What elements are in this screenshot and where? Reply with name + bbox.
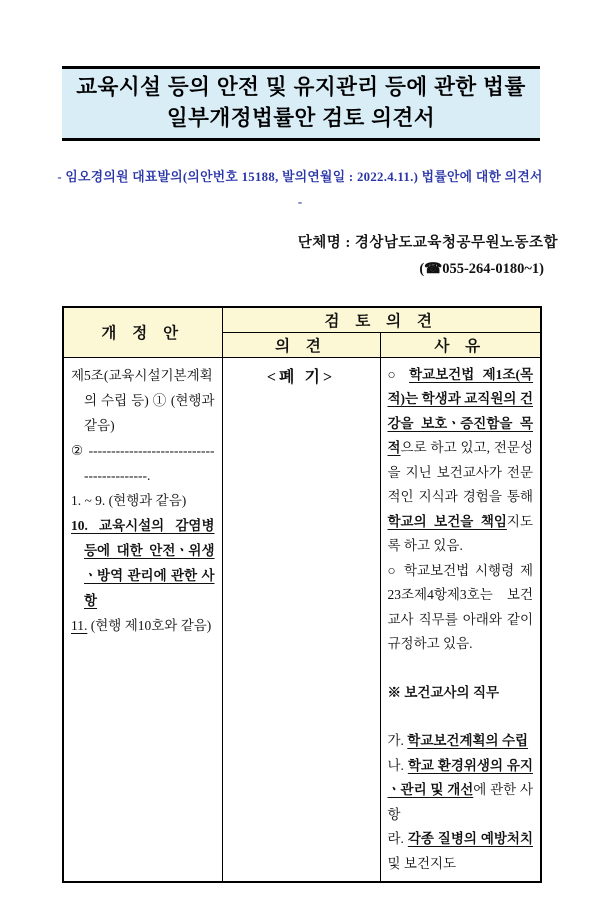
text-segment: ② ------------------------------------------.	[71, 442, 215, 483]
text-segment: 가.	[387, 733, 408, 748]
bill-subtitle-text: - 임오경의원 대표발의(의안번호 15188, 발의연월일 : 2022.4.11.) 법률안에 대한 의견서	[57, 170, 543, 184]
text-segment: 1. ~ 9. (현행과 같음)	[71, 492, 187, 508]
organization-phone: (☎055-264-0180~1)	[419, 261, 544, 277]
header-amendment: 개 정 안	[63, 307, 222, 357]
text-segment: 나.	[387, 757, 408, 773]
title-line-2: 일부개정법률안 검토 의견서	[166, 106, 436, 130]
text-segment: 으로 하고 있고, 전문성을 지닌 보건교사가 전문적인 지식과 경험을 통해	[387, 440, 533, 504]
text-segment: ○ 학교보건법 시행령 제23조제4항제3호는 보건교사 직무를 아래와 같이 규정하고 있음.	[387, 562, 533, 651]
text-segment: ○	[387, 366, 410, 382]
text-segment: 학교의 보건을 책임	[387, 513, 507, 529]
organization-block	[0, 230, 600, 282]
text-segment: 및 보건지도	[387, 855, 457, 871]
paragraph	[71, 363, 215, 438]
text-segment: 각종 질병의 예방처치	[407, 831, 533, 846]
header-review-opinion: 검 토 의 견	[222, 307, 541, 332]
paragraph	[71, 488, 215, 513]
paragraph	[71, 513, 215, 613]
organization-name: 단체명 : 경상남도교육청공무원노동조합	[297, 235, 558, 251]
paragraph	[388, 754, 534, 828]
document-title-banner	[62, 66, 540, 141]
paragraph	[388, 827, 534, 876]
bill-subtitle	[0, 166, 600, 210]
document-page	[0, 66, 600, 914]
text-segment: 학교보건계획의 수립	[407, 733, 529, 748]
text-segment: 제5조(교육시설기본계획의 수립 등) ① (현행과 같음)	[71, 367, 215, 433]
paragraph	[388, 559, 534, 657]
paragraph	[71, 613, 215, 638]
text-segment: 지도록 하고 있음.	[387, 513, 533, 553]
text-segment: 11.	[71, 617, 88, 633]
text-segment: ※ 보건교사의 직무	[387, 684, 500, 700]
header-opinion: 의 견	[222, 332, 380, 357]
paragraph	[71, 438, 215, 488]
table-header-row-1	[63, 307, 541, 332]
reason-cell	[380, 357, 541, 882]
bill-subtitle-dash: -	[297, 194, 303, 209]
header-reason: 사 유	[380, 332, 541, 357]
opinion-cell: <폐 기>	[222, 357, 380, 882]
text-segment: 학교 환경위생의 유지ㆍ관리 및 개선	[387, 757, 533, 797]
text-segment: 에 관한 사항	[387, 782, 533, 822]
text-segment: 학교보건법 제1조(목적)는 학생과 교직원의 건강을 보호ㆍ증진함을 목적	[387, 366, 534, 455]
review-opinion-table	[62, 306, 542, 883]
table-body-row	[63, 357, 541, 882]
text-segment: 10. 교육시설의 감염병 등에 대한 안전ㆍ위생ㆍ방역 관리에 관한 사항	[71, 517, 215, 608]
text-segment: (현행 제10호와 같음)	[87, 617, 212, 633]
paragraph	[388, 363, 534, 559]
title-line-1: 교육시설 등의 안전 및 유지관리 등에 관한 법률	[76, 75, 526, 99]
amendment-cell	[63, 357, 222, 882]
paragraph	[388, 681, 534, 706]
text-segment: 라.	[387, 831, 408, 846]
paragraph	[388, 729, 534, 754]
